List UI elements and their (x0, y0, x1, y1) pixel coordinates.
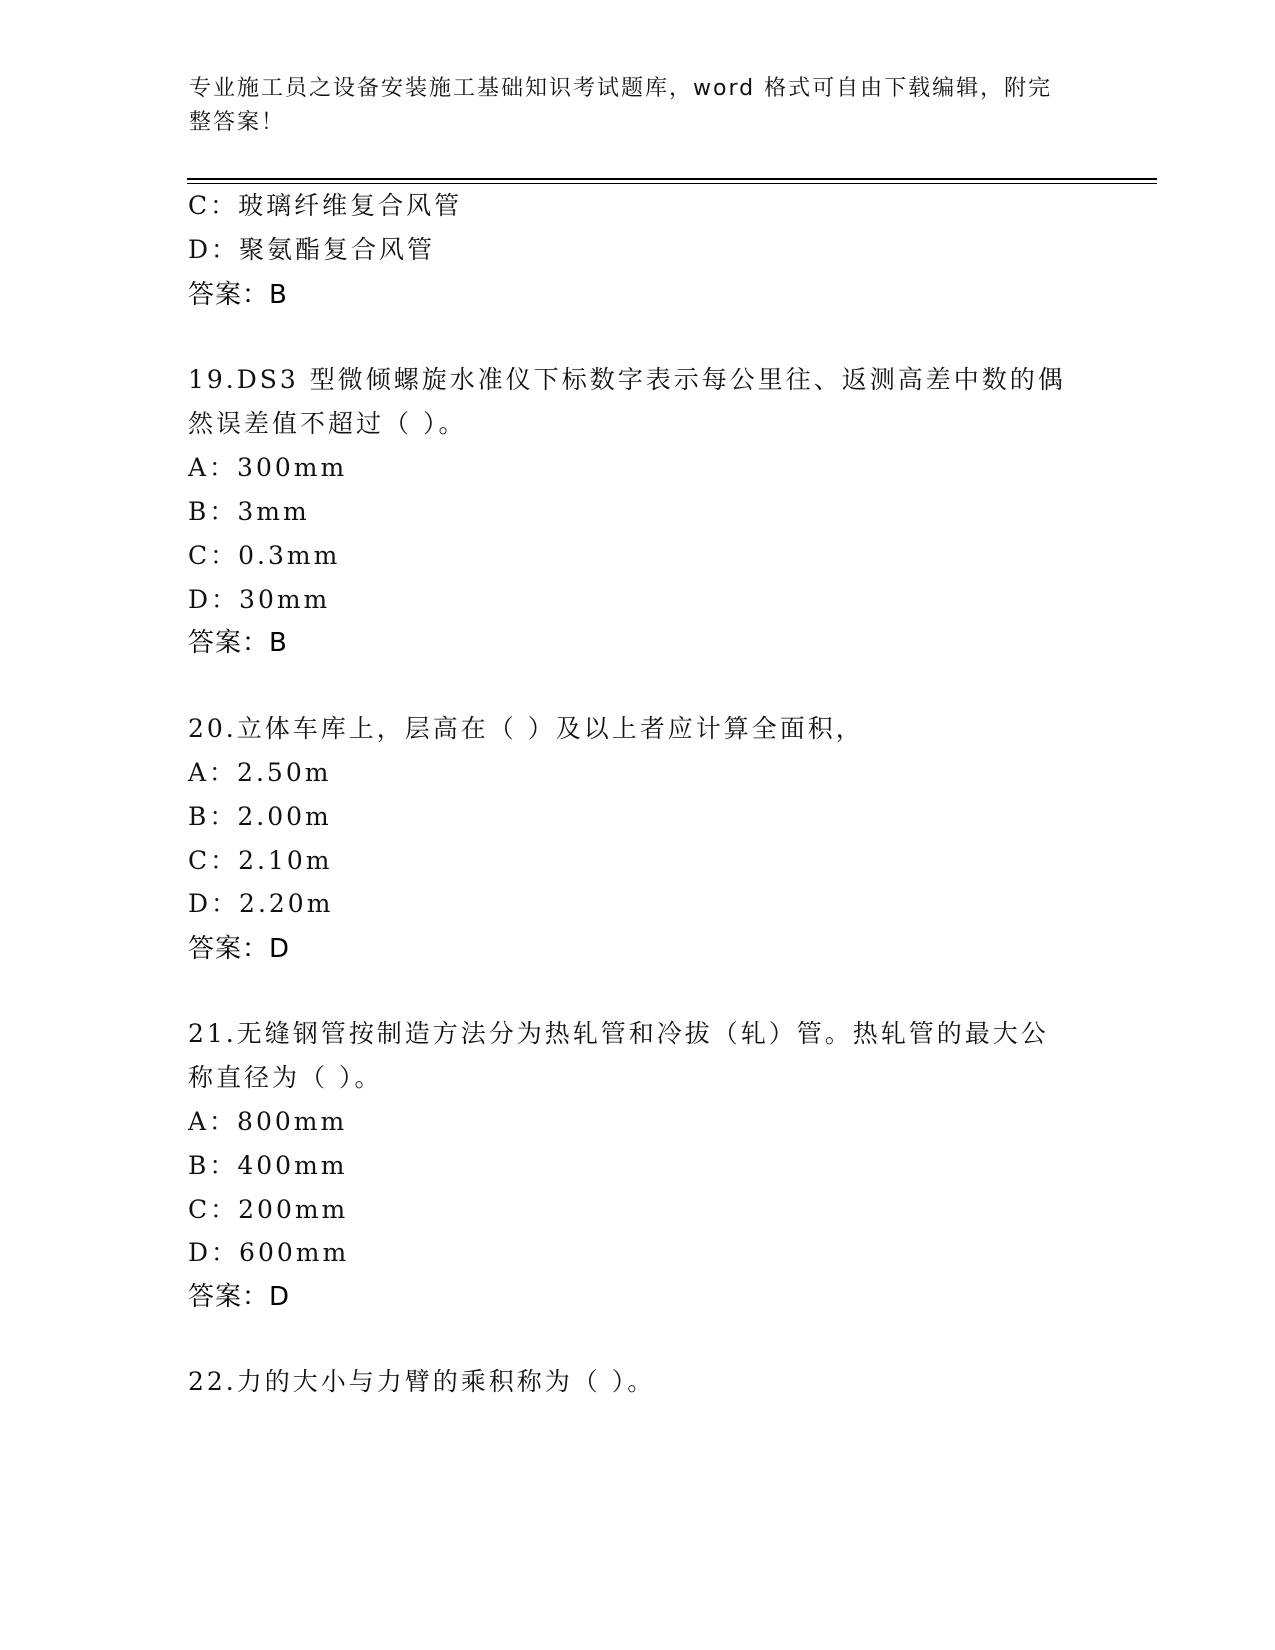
option-c: C：玻璃纤维复合风管 (188, 191, 463, 220)
option-b: B：400mm (188, 1151, 348, 1180)
question-19-stem-line-1: 19.DS3 型微倾螺旋水准仪下标数字表示每公里往、返测高差中数的偶 (188, 365, 1066, 394)
question-21-stem-line-1: 21.无缝钢管按制造方法分为热轧管和冷拔（轧）管。热轧管的最大公 (188, 1019, 1049, 1048)
option-c: C：2.10m (188, 846, 333, 875)
option-a: A：2.50m (188, 758, 332, 787)
question-20-stem-line-1: 20.立体车库上，层高在（ ）及以上者应计算全面积， (188, 714, 864, 743)
option-d: D：30mm (188, 585, 331, 614)
option-d: D：2.20m (188, 889, 334, 918)
option-a: A：800mm (188, 1107, 348, 1136)
header-divider-thick (187, 178, 1157, 180)
option-a: A：300mm (188, 453, 348, 482)
question-21-stem-line-2: 称直径为（ ）。 (188, 1063, 383, 1092)
option-d: D：聚氨酯复合风管 (188, 235, 436, 264)
option-c: C：200mm (188, 1195, 349, 1224)
answer-label: 答案：B (188, 628, 288, 658)
header-divider-thin (187, 183, 1157, 184)
option-d: D：600mm (188, 1238, 350, 1267)
document-header-title: 专业施工员之设备安装施工基础知识考试题库，word 格式可自由下载编辑，附完整答案！ (189, 76, 1053, 135)
question-22-stem-line-1: 22.力的大小与力臂的乘积称为（ ）。 (188, 1367, 656, 1396)
question-19-stem-line-2: 然误差值不超过（ ）。 (188, 409, 467, 438)
option-c: C：0.3mm (188, 541, 341, 570)
answer-label: 答案：B (188, 280, 288, 310)
option-b: B：3mm (188, 497, 310, 526)
answer-label: 答案：D (188, 1282, 291, 1312)
option-b: B：2.00m (188, 802, 332, 831)
answer-label: 答案：D (188, 934, 291, 964)
